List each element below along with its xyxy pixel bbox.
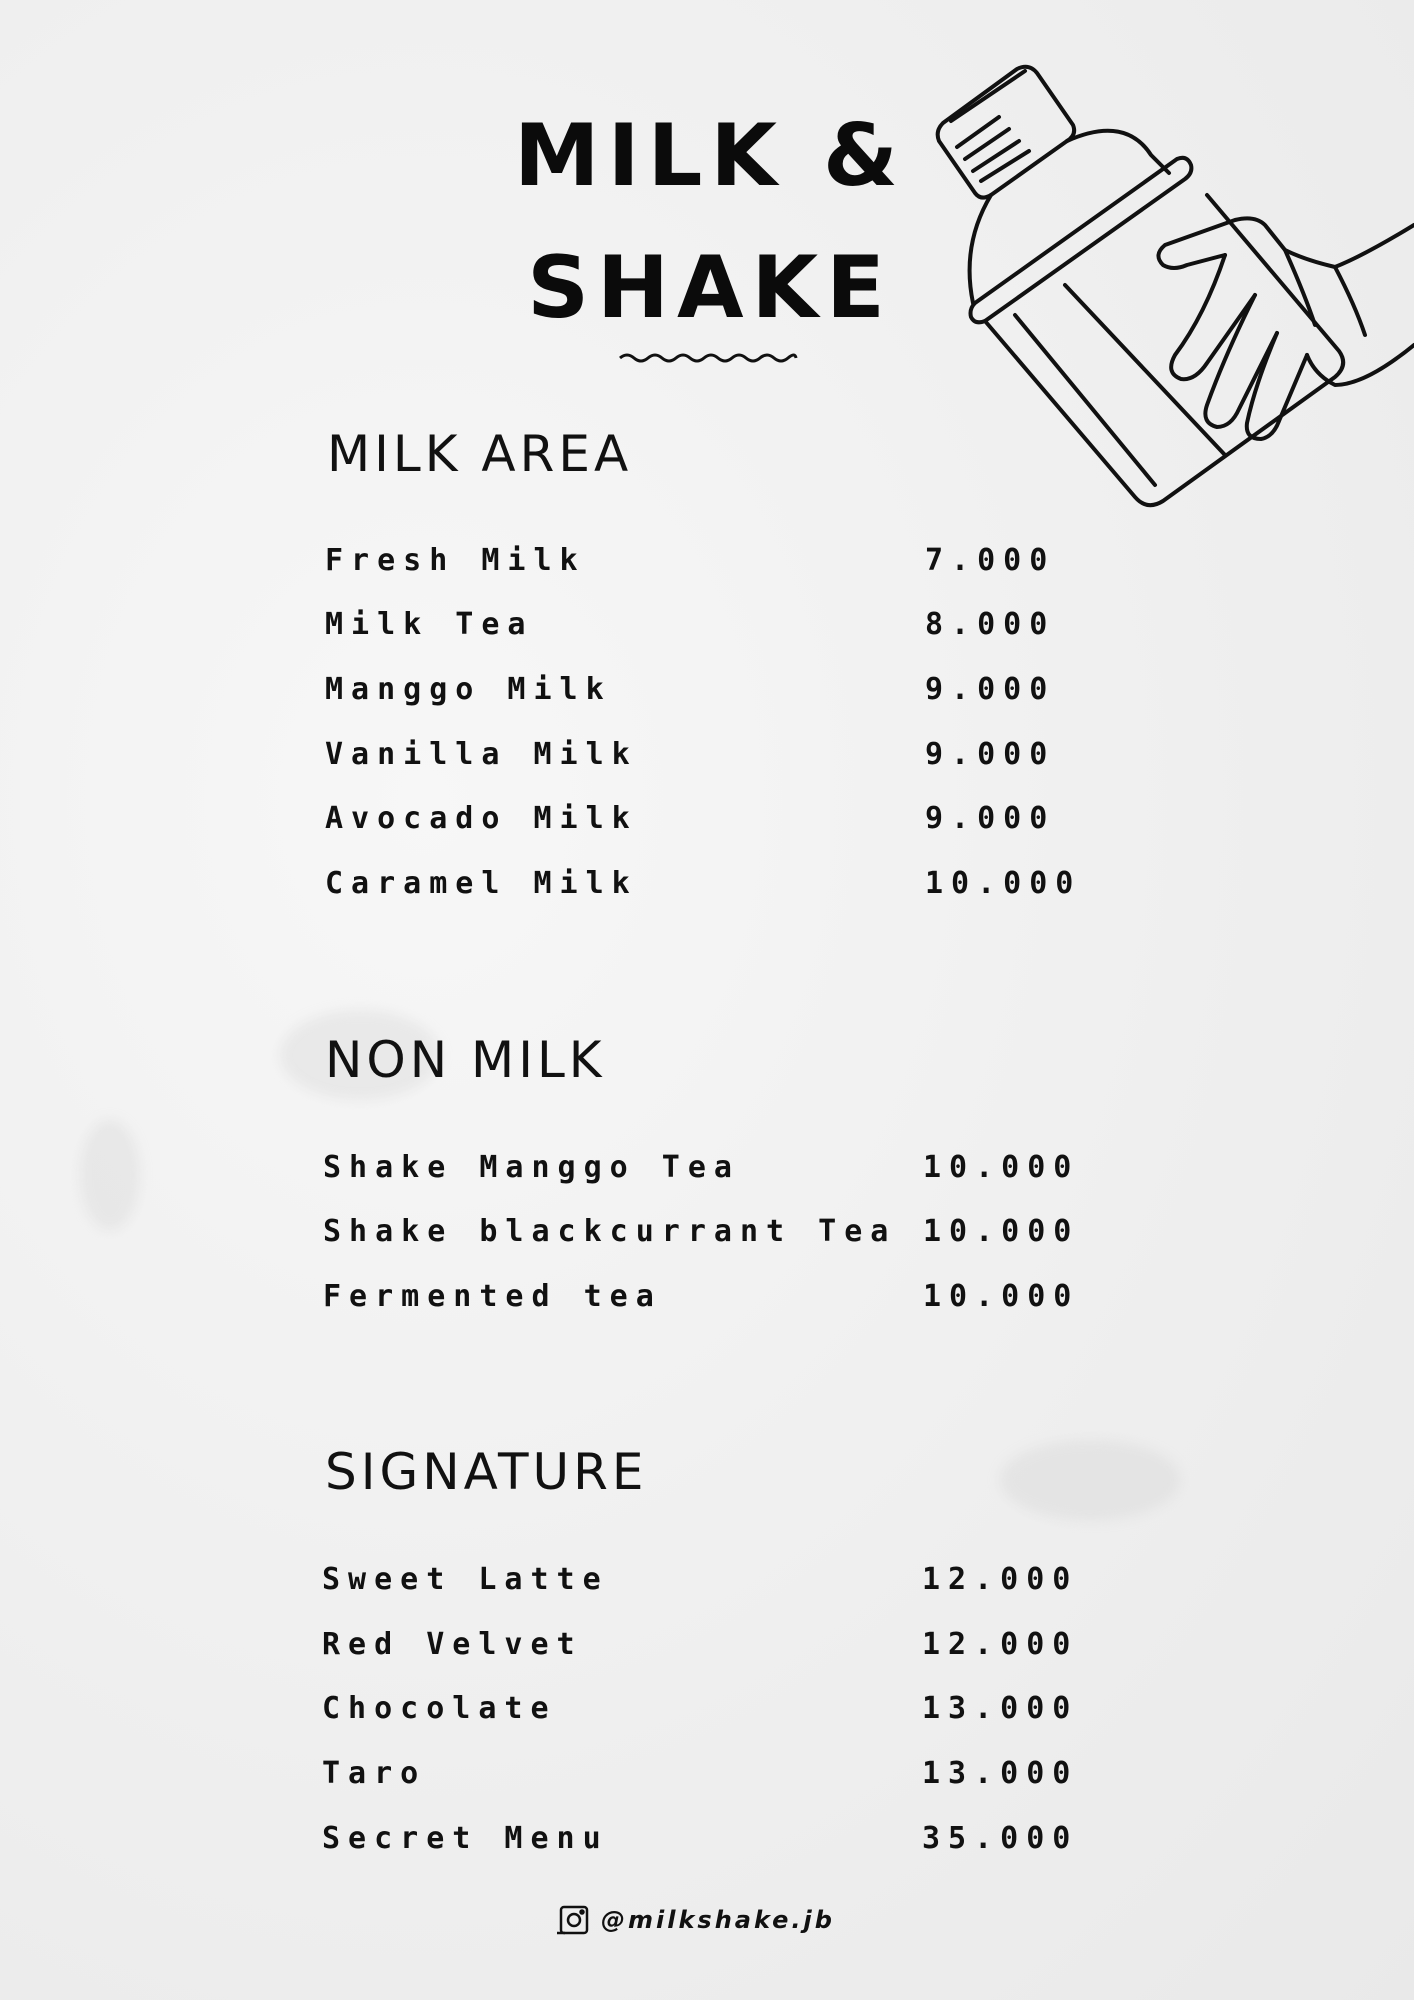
menu-item — [322, 1821, 1082, 1861]
menu-item-name: Caramel Milk — [325, 866, 638, 901]
menu-item — [322, 1562, 1082, 1602]
menu-item-price: 10.000 — [923, 1279, 1080, 1314]
menu-item-price: 9.000 — [925, 737, 1056, 772]
menu-item-name: Red Velvet — [322, 1627, 583, 1662]
instagram-icon[interactable] — [555, 1903, 591, 1937]
menu-item-price: 10.000 — [925, 866, 1082, 901]
menu-item — [325, 801, 1085, 841]
background-stain — [1000, 1440, 1180, 1520]
squiggle-divider — [618, 350, 798, 366]
menu-item-price: 8.000 — [925, 607, 1056, 642]
menu-item-name: Fermented tea — [323, 1279, 662, 1314]
menu-item-name: Sweet Latte — [322, 1562, 609, 1597]
menu-item — [325, 543, 1085, 583]
title-line-1: MILK & — [514, 106, 906, 206]
menu-item-name: Vanilla Milk — [325, 737, 638, 772]
title-line-2: SHAKE — [527, 238, 893, 338]
menu-item — [325, 607, 1085, 647]
menu-item-name: Taro — [322, 1756, 427, 1791]
social-footer — [555, 1900, 835, 1940]
menu-item-name: Shake Manggo Tea — [323, 1150, 740, 1185]
menu-item — [325, 866, 1085, 906]
menu-item — [325, 737, 1085, 777]
instagram-handle[interactable]: @milkshake.jb — [601, 1906, 835, 1934]
background-stain — [80, 1120, 140, 1230]
menu-item — [322, 1691, 1082, 1731]
menu-item — [322, 1627, 1082, 1667]
menu-item-name: Fresh Milk — [325, 543, 586, 578]
menu-item — [325, 672, 1085, 712]
section-title-milk-area: MILK AREA — [327, 425, 633, 483]
menu-item-price: 12.000 — [922, 1562, 1079, 1597]
menu-item-price: 9.000 — [925, 672, 1056, 707]
menu-item-price: 9.000 — [925, 801, 1056, 836]
menu-item — [322, 1756, 1082, 1796]
section-title-non-milk: NON MILK — [325, 1031, 606, 1089]
menu-item — [323, 1150, 1083, 1190]
menu-item-price: 13.000 — [922, 1756, 1079, 1791]
menu-item-price: 12.000 — [922, 1627, 1079, 1662]
menu-item-name: Avocado Milk — [325, 801, 638, 836]
menu-item-name: Secret Menu — [322, 1821, 609, 1856]
menu-item-price: 13.000 — [922, 1691, 1079, 1726]
menu-item-price: 35.000 — [922, 1821, 1079, 1856]
menu-item-price: 10.000 — [923, 1150, 1080, 1185]
menu-item-name: Chocolate — [322, 1691, 557, 1726]
menu-item — [323, 1279, 1083, 1319]
section-title-signature: SIGNATURE — [325, 1443, 648, 1501]
cocktail-shaker-hand-icon — [925, 55, 1414, 565]
menu-item-name: Milk Tea — [325, 607, 534, 642]
menu-item-name: Manggo Milk — [325, 672, 612, 707]
menu-item-price: 7.000 — [925, 543, 1056, 578]
menu-item-price: 10.000 — [923, 1214, 1080, 1249]
menu-item-name: Shake blackcurrant Tea — [323, 1214, 897, 1249]
menu-item — [323, 1214, 1083, 1254]
